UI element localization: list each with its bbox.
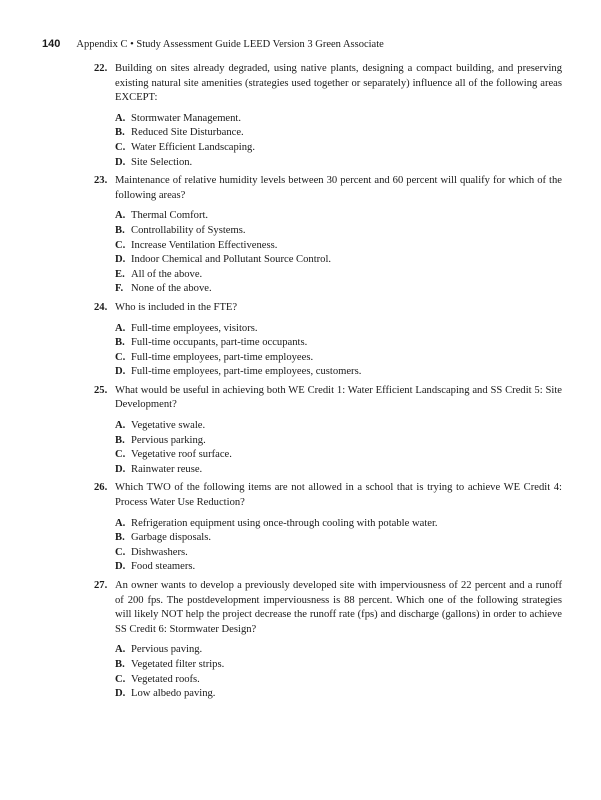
answer-option	[115, 434, 562, 449]
option-text: Full-time occupants, part-time occupants.	[131, 337, 308, 349]
answer-option	[115, 448, 562, 463]
answer-option	[115, 365, 562, 380]
option-letter: D.	[115, 156, 126, 168]
question-text: What would be useful in achieving both WE Credit 1: Water Efficient Landscaping and SS Credit 5: Site Development?	[115, 384, 562, 411]
answer-option	[115, 531, 562, 546]
question-24	[94, 301, 562, 380]
page-number: 140	[42, 38, 61, 50]
option-text: Water Efficient Landscaping.	[131, 141, 255, 153]
answer-option	[115, 112, 562, 127]
option-text: Refrigeration equipment using once-through cooling with potable water.	[131, 517, 438, 529]
option-text: Increase Ventilation Effectiveness.	[131, 239, 278, 251]
option-letter: A.	[115, 112, 126, 124]
answer-option	[115, 239, 562, 254]
answer-option	[115, 322, 562, 337]
answer-option	[115, 351, 562, 366]
option-text: Low albedo paving.	[131, 688, 216, 700]
answer-option	[115, 643, 562, 658]
option-text: Vegetative swale.	[131, 420, 206, 432]
answer-options	[115, 517, 562, 575]
option-letter: C.	[115, 673, 126, 685]
option-letter: A.	[115, 517, 126, 529]
running-title: Appendix C • Study Assessment Guide LEED Version 3 Green Associate	[76, 39, 384, 50]
option-text: Full-time employees, part-time employees.	[131, 351, 314, 363]
option-text: Dishwashers.	[131, 546, 188, 558]
option-text: Full-time employees, part-time employees, customers.	[131, 366, 362, 378]
answer-option	[115, 224, 562, 239]
option-letter: C.	[115, 141, 126, 153]
option-letter: B.	[115, 337, 125, 349]
answer-option	[115, 209, 562, 224]
option-text: Full-time employees, visitors.	[131, 322, 258, 334]
option-text: None of the above.	[131, 283, 212, 295]
option-text: All of the above.	[131, 268, 203, 280]
question-number: 23.	[94, 175, 108, 187]
answer-options	[115, 419, 562, 477]
option-text: Stormwater Management.	[131, 112, 242, 124]
option-text: Pervious paving.	[131, 644, 203, 656]
option-letter: A.	[115, 420, 126, 432]
option-letter: D.	[115, 561, 126, 573]
answer-option	[115, 268, 562, 283]
option-letter: D.	[115, 366, 126, 378]
question-number: 24.	[94, 301, 108, 313]
answer-option	[115, 282, 562, 297]
question-number: 25.	[94, 384, 108, 396]
option-text: Garbage disposals.	[131, 532, 212, 544]
question-27	[94, 579, 562, 702]
option-text: Indoor Chemical and Pollutant Source Control.	[131, 254, 332, 266]
option-letter: A.	[115, 644, 126, 656]
option-letter: C.	[115, 239, 126, 251]
option-text: Vegetated filter strips.	[131, 658, 225, 670]
option-text: Rainwater reuse.	[131, 463, 203, 475]
page-header	[42, 38, 571, 50]
question-22	[94, 62, 562, 170]
option-letter: D.	[115, 463, 126, 475]
answer-option	[115, 687, 562, 702]
option-text: Thermal Comfort.	[131, 210, 209, 222]
option-text: Reduced Site Disturbance.	[131, 127, 244, 139]
option-letter: D.	[115, 688, 126, 700]
option-letter: F.	[115, 283, 124, 295]
answer-option	[115, 463, 562, 478]
option-text: Pervious parking.	[131, 434, 206, 446]
answer-option	[115, 560, 562, 575]
option-letter: B.	[115, 434, 125, 446]
answer-option	[115, 336, 562, 351]
option-text: Food steamers.	[131, 561, 196, 573]
option-letter: B.	[115, 658, 125, 670]
question-26	[94, 481, 562, 575]
option-letter: B.	[115, 224, 125, 236]
question-23	[94, 174, 562, 297]
option-letter: A.	[115, 210, 126, 222]
question-text: An owner wants to develop a previously developed site with imperviousness of 22 percent and a runoff of 200 fps. The postdevelopment imperviousness is 88 percent. Which one of the following strategies will likely NOT help the project decrease the runoff rate (fps) and discharge (gallons) in order to achieve SS Credit 6: Stormwater Design?	[115, 580, 562, 635]
answer-options	[115, 209, 562, 297]
answer-options	[115, 643, 562, 701]
option-letter: C.	[115, 449, 126, 461]
option-letter: E.	[115, 268, 125, 280]
option-text: Vegetative roof surface.	[131, 449, 232, 461]
answer-options	[115, 112, 562, 170]
answer-option	[115, 673, 562, 688]
question-25	[94, 384, 562, 478]
question-number: 27.	[94, 580, 108, 591]
answer-option	[115, 546, 562, 561]
option-text: Controllability of Systems.	[131, 224, 246, 236]
question-text: Maintenance of relative humidity levels between 30 percent and 60 percent will qualify for which of the following areas?	[115, 175, 562, 201]
option-letter: C.	[115, 351, 126, 363]
answer-option	[115, 126, 562, 141]
answer-option	[115, 419, 562, 434]
question-text: Who is included in the FTE?	[115, 301, 238, 313]
answer-option	[115, 517, 562, 532]
option-letter: B.	[115, 532, 125, 544]
question-text: Building on sites already degraded, using native plants, designing a compact building, and preserving existing natural site amenities (strategies used together or separately) influence all of the following areas EXCEPT:	[115, 63, 562, 104]
option-text: Site Selection.	[131, 156, 193, 168]
answer-option	[115, 658, 562, 673]
question-text: Which TWO of the following items are not allowed in a school that is trying to achieve WE Credit 4: Process Water Use Reduction?	[115, 482, 562, 509]
option-letter: B.	[115, 127, 125, 139]
question-list	[94, 62, 562, 706]
option-text: Vegetated roofs.	[131, 673, 200, 685]
option-letter: C.	[115, 546, 126, 558]
question-number: 26.	[94, 482, 108, 494]
answer-option	[115, 141, 562, 156]
question-number: 22.	[94, 63, 108, 74]
answer-options	[115, 322, 562, 380]
answer-option	[115, 156, 562, 171]
option-letter: D.	[115, 254, 126, 266]
option-letter: A.	[115, 322, 126, 334]
answer-option	[115, 253, 562, 268]
